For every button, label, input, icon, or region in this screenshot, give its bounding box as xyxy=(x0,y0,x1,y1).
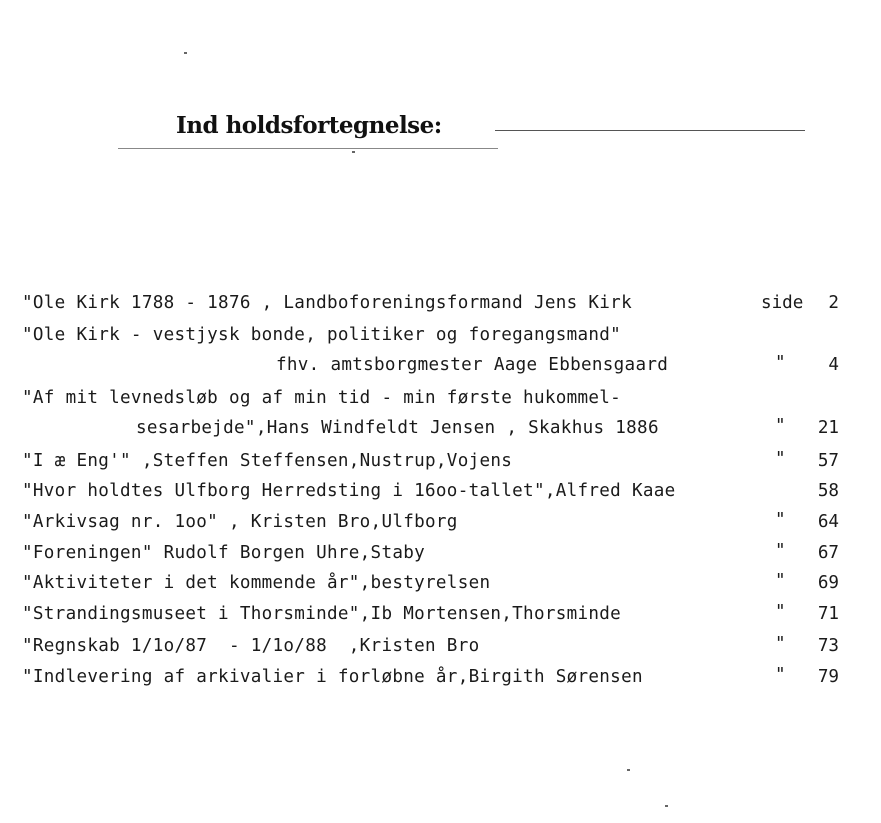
toc-ditto-mark: " xyxy=(775,449,786,469)
toc-ditto-mark: " xyxy=(775,353,786,373)
toc-page-number: 2 xyxy=(828,293,839,313)
toc-page-number: 69 xyxy=(817,573,839,593)
toc-entry-text: "Indlevering af arkivalier i forløbne år,Birgith Sørensen xyxy=(22,667,643,687)
toc-entry-text: fhv. amtsborgmester Aage Ebbensgaard xyxy=(276,355,669,375)
toc-page-number: 57 xyxy=(817,451,839,471)
toc-entry-text: "Aktiviteter i det kommende år",bestyrelsen xyxy=(22,573,491,593)
toc-page-number: 73 xyxy=(817,636,839,656)
toc-entry-text: "Ole Kirk 1788 - 1876 , Landboforeningsformand Jens Kirk xyxy=(22,293,632,313)
toc-side-label: side xyxy=(761,293,804,313)
toc-ditto-mark: " xyxy=(775,634,786,654)
toc-entry-text: "Af mit levnedsløb og af min tid - min første hukommel- xyxy=(22,388,622,408)
toc-entry-text: "Arkivsag nr. 1oo" , Kristen Bro,Ulfborg xyxy=(22,512,458,532)
toc-page-number: 4 xyxy=(828,355,839,375)
toc-page-number: 21 xyxy=(817,418,839,438)
toc-entry-text: "Regnskab 1/1o/87 - 1/1o/88 ,Kristen Bro xyxy=(22,636,480,656)
toc-page-number: 79 xyxy=(817,667,839,687)
toc-ditto-mark: " xyxy=(775,416,786,436)
toc-entry-text: "Strandingsmuseet i Thorsminde",Ib Mortensen,Thorsminde xyxy=(22,604,622,624)
toc-entry-text: sesarbejde",Hans Windfeldt Jensen , Skakhus 1886 xyxy=(136,418,659,438)
toc-ditto-mark: " xyxy=(775,541,786,561)
toc-ditto-mark: " xyxy=(775,510,786,530)
toc-page-number: 64 xyxy=(817,512,839,532)
toc-ditto-mark: " xyxy=(775,602,786,622)
page-title: Ind holdsfortegnelse: xyxy=(176,112,442,139)
toc-page-number: 67 xyxy=(817,543,839,563)
toc-page-number: 58 xyxy=(817,481,839,501)
toc-entry-text: "Hvor holdtes Ulfborg Herredsting i 16oo-tallet",Alfred Kaae xyxy=(22,481,676,501)
toc-ditto-mark: " xyxy=(775,571,786,591)
toc-ditto-mark: " xyxy=(775,665,786,685)
toc-page-number: 71 xyxy=(817,604,839,624)
toc-entry-text: "Ole Kirk - vestjysk bonde, politiker og foregangsmand" xyxy=(22,325,622,345)
toc-entry-text: "I æ Eng'" ,Steffen Steffensen,Nustrup,Vojens xyxy=(22,451,513,471)
toc-entry-text: "Foreningen" Rudolf Borgen Uhre,Staby xyxy=(22,543,426,563)
